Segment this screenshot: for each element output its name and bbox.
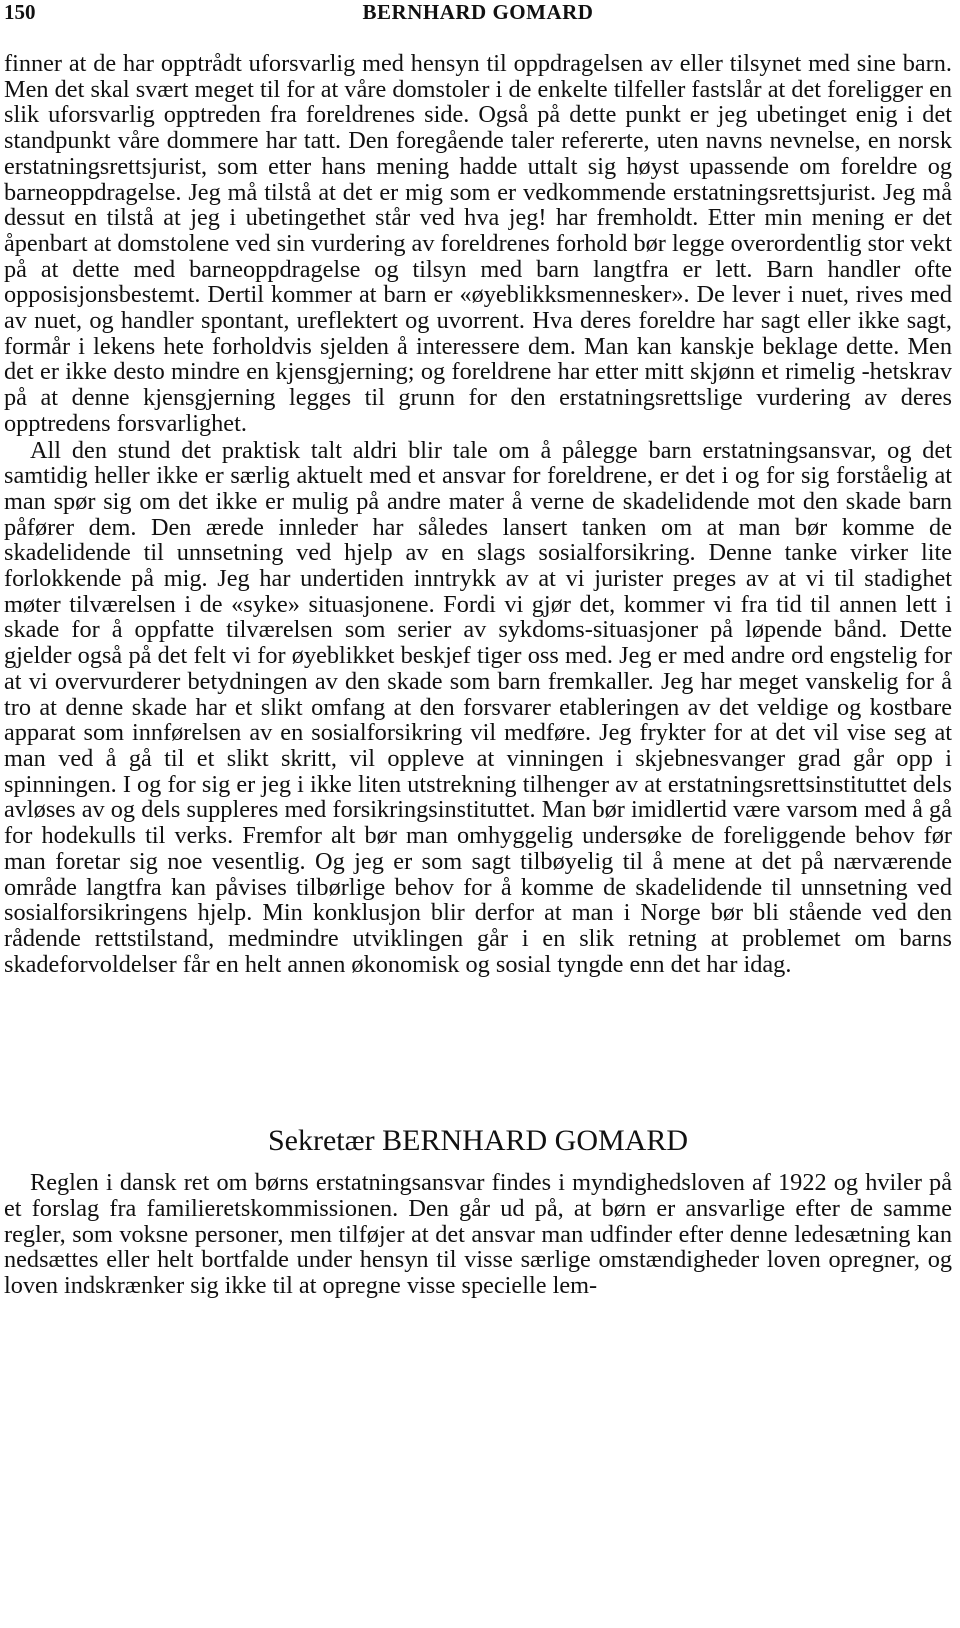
body-paragraph-3: Reglen i dansk ret om børns erstatningsansvar findes i myndighedsloven af 1922 og hviler på et forslag fra familieretskommissionen. Den går ud på, at børn er ansvarlige efter de samme regler, som voksne personer, men tilføjer at det ansvar man udfinder efter denne ledesætning kan nedsættes eller helt bortfalde under hensyn til visse særlige omstændigheder loven opregner, og loven indskrænker sig ikke til at opregne visse specielle lem-: [4, 1169, 952, 1300]
section-heading: Sekretær BERNHARD GOMARD: [268, 1124, 688, 1158]
document-page: [4, 0, 952, 1299]
body-paragraph-2: All den stund det praktisk talt aldri blir tale om å pålegge barn erstatningsansvar, og det samtidig heller ikke er særlig aktuelt med et ansvar for foreldrene, er det i og for sig forståelig at man spør sig om det ikke er mulig på andre mater å verne de skadelidende mot den skade barn påfører dem. Den ærede innleder har således lansert tanken om at man bør komme de skadelidende til unnsetning ved hjelp av en slags sosialforsikring. Denne tanke virker lite forlokkende på mig. Jeg har undertiden inntrykk av at vi jurister preges av at vi til stadighet møter tilværelsen i de «syke» situasjonene. Fordi vi gjør det, kommer vi fra tid til annen lett i skade for å oppfatte tilværelsen som serier av sykdoms-situasjoner på løpende bånd. Dette gjelder også på det felt vi for øyeblikket beskjef tiger oss med. Jeg er med andre ord engstelig for at vi overvurderer betydningen av den skade som barn fremkaller. Jeg har meget vanskelig for å tro at denne skade har et slikt omfang at den forsvarer etableringen av det veldige og kostbare apparat som innførelsen av en sosialforsikring vil medføre. Jeg frykter for at det vil vise seg at man ved å gå til et slikt skritt, vil oppleve at vinningen i skjebnesvanger grad går opp i spinningen. I og for sig er jeg i ikke liten utstrekning tilhenger av at erstatningsrettsinstituttet dels avløses av og dels suppleres med forsikringsinstituttet. Man bør imidlertid være varsom med å gå for hodekulls til verks. Fremfor alt bør man omhyggelig undersøke de foreliggende behov før man foretar sig noe vesentlig. Og jeg er som sagt tilbøyelig til å mene at det på nærværende område langtfra kan påvises tilbørlige behov for å komme de skadelidende til unnsetning ved sosialforsikringens hjelp. Min konklusjon blir derfor at man i Norge bør bli stående ved den rådende rettstilstand, medmindre utviklingen går i en slik retning at problemet om barns skadeforvoldelser får en helt annen økonomisk og sosial tyngde enn det har idag.: [4, 436, 952, 978]
body-paragraph-1: finner at de har opptrådt uforsvarlig med hensyn til oppdragelsen av eller tilsynet med sine barn. Men det skal svært meget til for at våre domstoler i de enkelte tilfeller fastslår at det foreligger en slik uforsvarlig opptreden fra foreldrenes side. Også på dette punkt er jeg ubetinget enig i det standpunkt våre dommere har tatt. Den foregående taler refererte, uten navns nevnelse, en norsk erstatningsrettsjurist, som etter hans mening hadde uttalt sig høyst upassende om foreldre og barneoppdragelse. Jeg må tilstå at det er mig som er vedkommende erstatningsrettsjurist. Jeg må dessut en tilstå at jeg i ubetingethet står ved hva jeg! har fremholdt. Etter min mening er det åpenbart at domstolene ved sin vurdering av foreldrenes forhold bør legge overordentlig stor vekt på at dette med barneoppdragelse og tilsyn med barn langtfra er lett. Barn handler ofte opposisjonsbestemt. Dertil kommer at barn er «øyeblikksmennesker». De lever i nuet, rives med av nuet, og handler spontant, ureflektert og uvorrent. Hva deres foreldre har sagt eller ikke sagt, formår i lekens hete forholdvis sjelden å interessere dem. Man kan kanskje beklage dette. Men det er ikke desto mindre en kjensgjerning; og foreldrene har etter mitt skjønn et rimelig -hetskrav på at denne kjensgjerning legges til grunn for den erstatningsrettslige vurdering av deres opptredens forsvarlighet.: [4, 50, 952, 437]
page-number: 150: [4, 0, 36, 24]
running-header: [4, 0, 952, 34]
running-header-title: BERNHARD GOMARD: [362, 0, 594, 24]
